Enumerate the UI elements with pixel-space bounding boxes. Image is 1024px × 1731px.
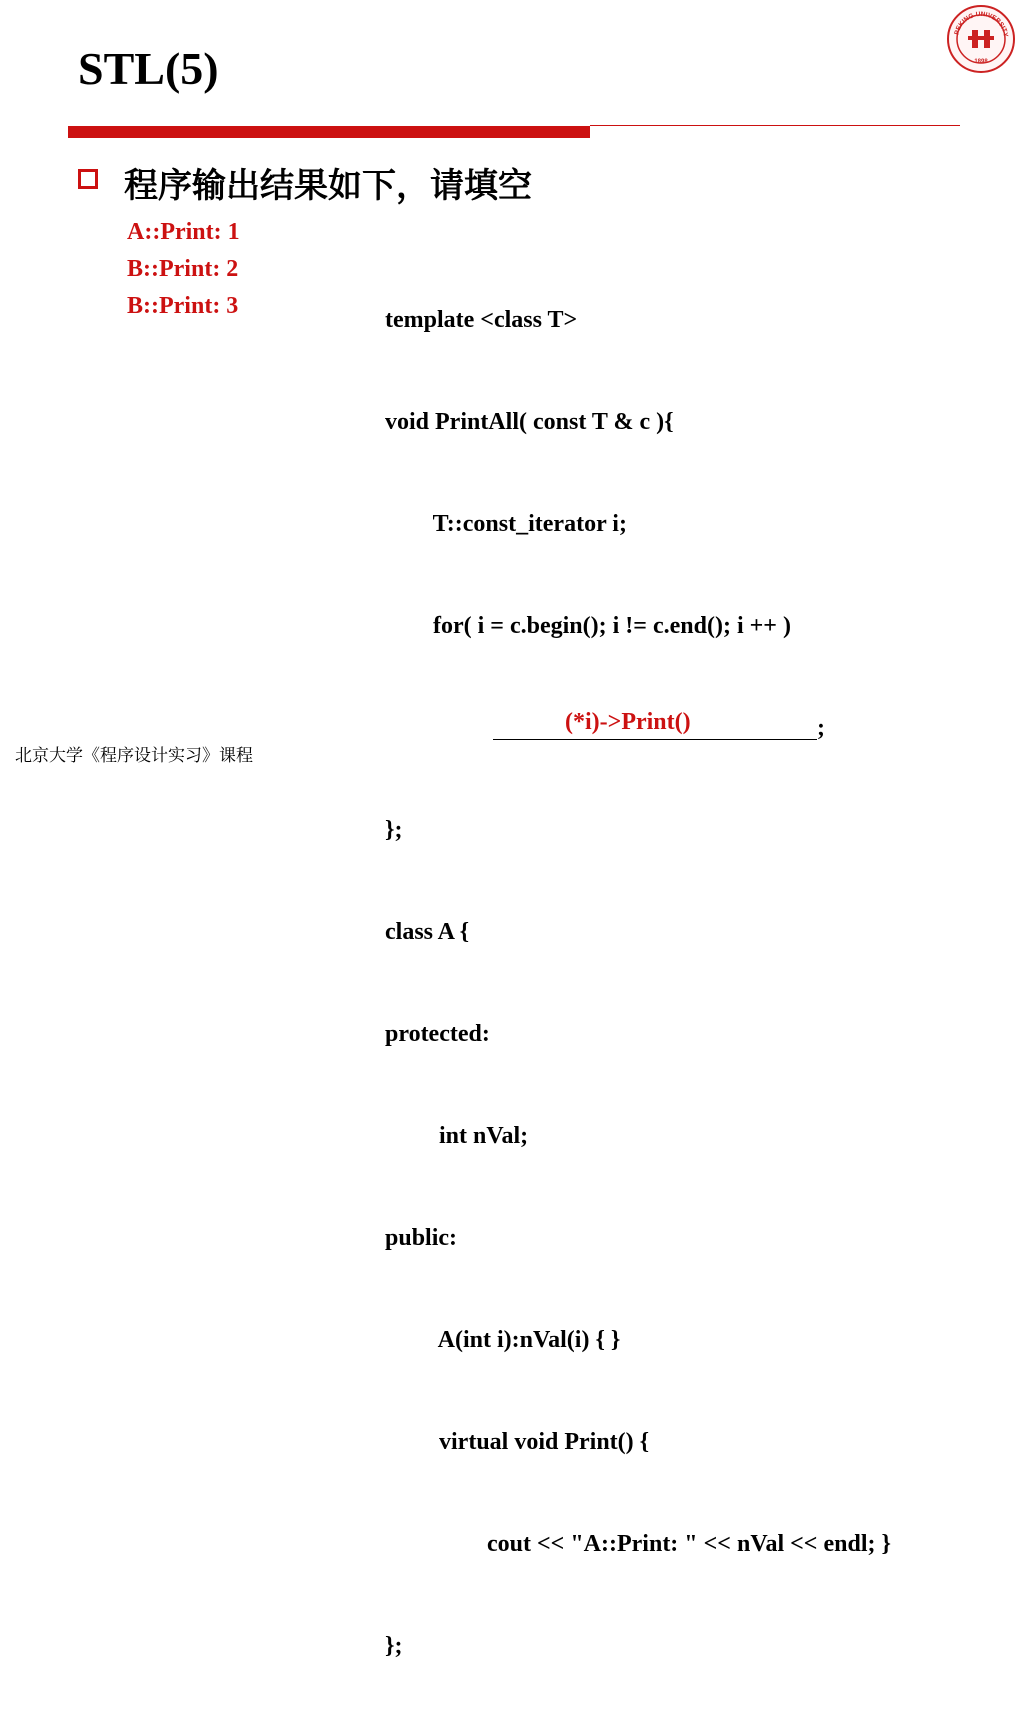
fill-in-blank-line bbox=[385, 711, 891, 745]
code-line: }; bbox=[385, 1633, 403, 1659]
code-line: virtual void Print() { bbox=[385, 1429, 650, 1455]
bullet-square-icon bbox=[78, 169, 98, 189]
title-rule-thin bbox=[590, 125, 960, 126]
code-block bbox=[385, 235, 891, 1731]
blank-answer: (*i)->Print() bbox=[565, 709, 691, 735]
code-line: void PrintAll( const T & c ){ bbox=[385, 409, 674, 435]
slide-title: STL(5) bbox=[78, 43, 219, 94]
code-line: T::const_iterator i; bbox=[385, 511, 627, 537]
code-line: for( i = c.begin(); i != c.end(); i ++ ) bbox=[385, 613, 791, 639]
output-line: B::Print: 2 bbox=[127, 256, 239, 282]
university-logo bbox=[946, 4, 1016, 74]
code-line: public: bbox=[385, 1225, 458, 1251]
program-output bbox=[127, 214, 240, 325]
code-line: template <class T> bbox=[385, 307, 578, 333]
code-line: A(int i):nVal(i) { } bbox=[385, 1327, 621, 1353]
code-line: int nVal; bbox=[385, 1123, 529, 1149]
seal-text: PEKING UNIVERSITY bbox=[953, 10, 1009, 38]
code-line: cout << "A::Print: " << nVal << endl; } bbox=[385, 1531, 891, 1557]
code-line: protected: bbox=[385, 1021, 490, 1047]
code-line: }; bbox=[385, 817, 403, 843]
seal-year: 1898 bbox=[974, 59, 988, 65]
title-rule-thick bbox=[68, 126, 590, 138]
code-line: class A { bbox=[385, 919, 470, 945]
peking-university-seal-icon bbox=[946, 4, 1016, 74]
bullet-text: 程序输出结果如下，请填空 bbox=[124, 166, 532, 206]
blank-suffix: ; bbox=[817, 715, 825, 741]
output-line: B::Print: 3 bbox=[127, 293, 239, 319]
output-line: A::Print: 1 bbox=[127, 219, 240, 245]
course-footer: 北京大学《程序设计实习》课程 bbox=[15, 746, 253, 766]
